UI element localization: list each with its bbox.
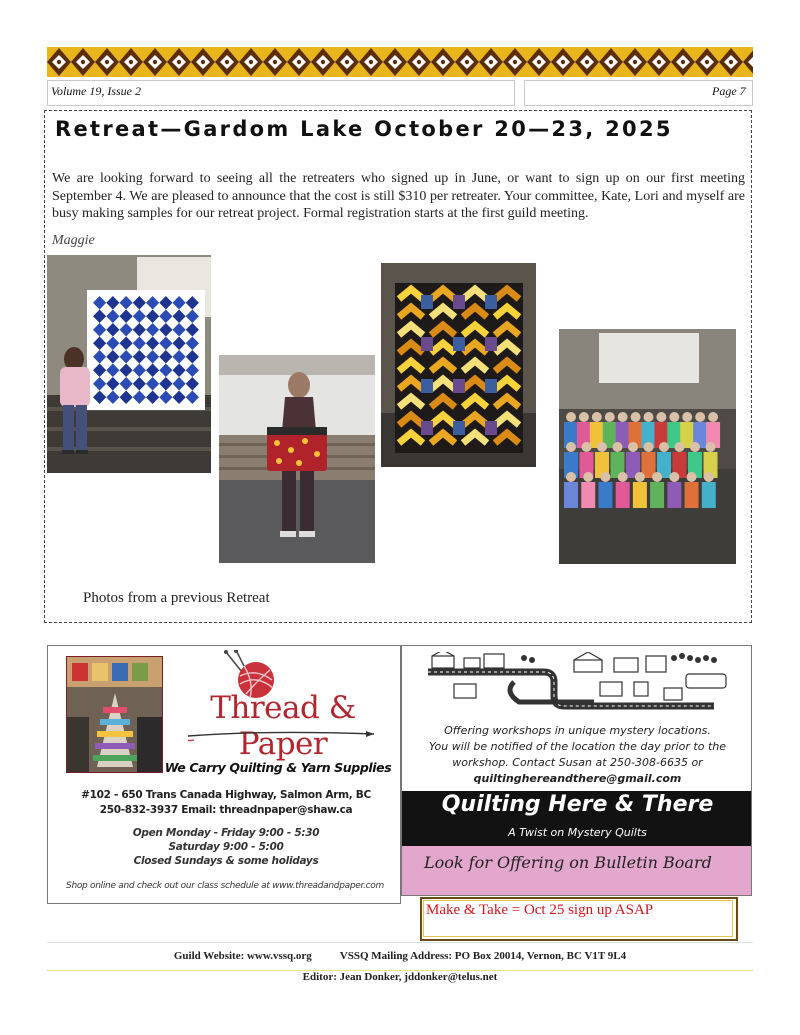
article-title: Retreat—Gardom Lake October 20—23, 2025	[55, 117, 673, 141]
thread-and-paper-ad	[47, 645, 401, 904]
footer-contact-line	[0, 950, 800, 962]
store-photo	[66, 656, 163, 773]
thread-paper-hours-weekday: Open Monday - Friday 9:00 - 5:30	[132, 827, 320, 839]
make-and-take-notice: Make & Take = Oct 25 sign up ASAP	[426, 902, 654, 918]
bulletin-board-notice: Look for Offering on Bulletin Board	[424, 853, 712, 872]
footer-rule	[47, 942, 753, 943]
article-body: We are looking forward to seeing all the retreaters who signed up in June, or want to sign up on our first meeting September 4. We are pleased to announce that the cost is still $310 per retreater. Your committee, Kate, Lori and myself are busy making samples for our retreat project. Formal registration starts at the first guild meeting.	[52, 171, 745, 221]
header-decorative-band	[47, 47, 753, 77]
mystery-map-illustration	[424, 652, 734, 718]
photos-caption: Photos from a previous Retreat	[83, 590, 270, 606]
mailing-address: VSSQ Mailing Address: PO Box 20014, Vernon, BC V1T 9L4	[339, 950, 627, 962]
thread-paper-footer: Shop online and check out our class schedule at www.threadandpaper.com	[66, 881, 384, 891]
retreat-photo-quilted-bag	[219, 355, 375, 563]
article-signature: Maggie	[52, 233, 95, 248]
thread-paper-address: #102 - 650 Trans Canada Highway, Salmon Arm, BC	[81, 789, 371, 801]
needle-thread-icon	[188, 728, 378, 742]
quilting-offer-line-1: Offering workshops in unique mystery locations.	[444, 724, 711, 737]
retreat-photo-group	[559, 329, 736, 564]
thread-paper-hours-saturday: Saturday 9:00 - 5:00	[168, 841, 284, 853]
quilting-offer-line-2: You will be notified of the location the day prior to the	[428, 740, 726, 753]
thread-paper-hours-closed: Closed Sundays & some holidays	[133, 855, 319, 867]
thread-paper-brand: Thread & Paper	[210, 690, 356, 762]
retreat-photo-chevron-quilt	[381, 263, 536, 467]
retreat-photo-blue-quilt	[47, 255, 211, 473]
diamond-pattern	[47, 47, 753, 77]
quilting-email: quiltinghereandthere@gmail.com	[473, 772, 682, 785]
page-number: Page 7	[712, 84, 746, 98]
quilting-brand: Quilting Here & There	[441, 792, 714, 817]
quilting-offer-line-3: workshop. Contact Susan at 250-308-6635 or	[452, 756, 703, 769]
volume-issue: Volume 19, Issue 2	[51, 84, 141, 98]
thread-paper-tagline: We Carry Quilting & Yarn Supplies	[164, 760, 392, 775]
thread-paper-contact: 250-832-3937 Email: threadnpaper@shaw.ca	[99, 804, 353, 816]
quilting-subtitle: A Twist on Mystery Quilts	[508, 826, 647, 839]
editor-line: Editor: Jean Donker, jddonker@telus.net	[302, 971, 498, 983]
quilting-here-and-there-ad	[401, 645, 752, 896]
guild-website: Guild Website: www.vssq.org	[173, 950, 312, 962]
